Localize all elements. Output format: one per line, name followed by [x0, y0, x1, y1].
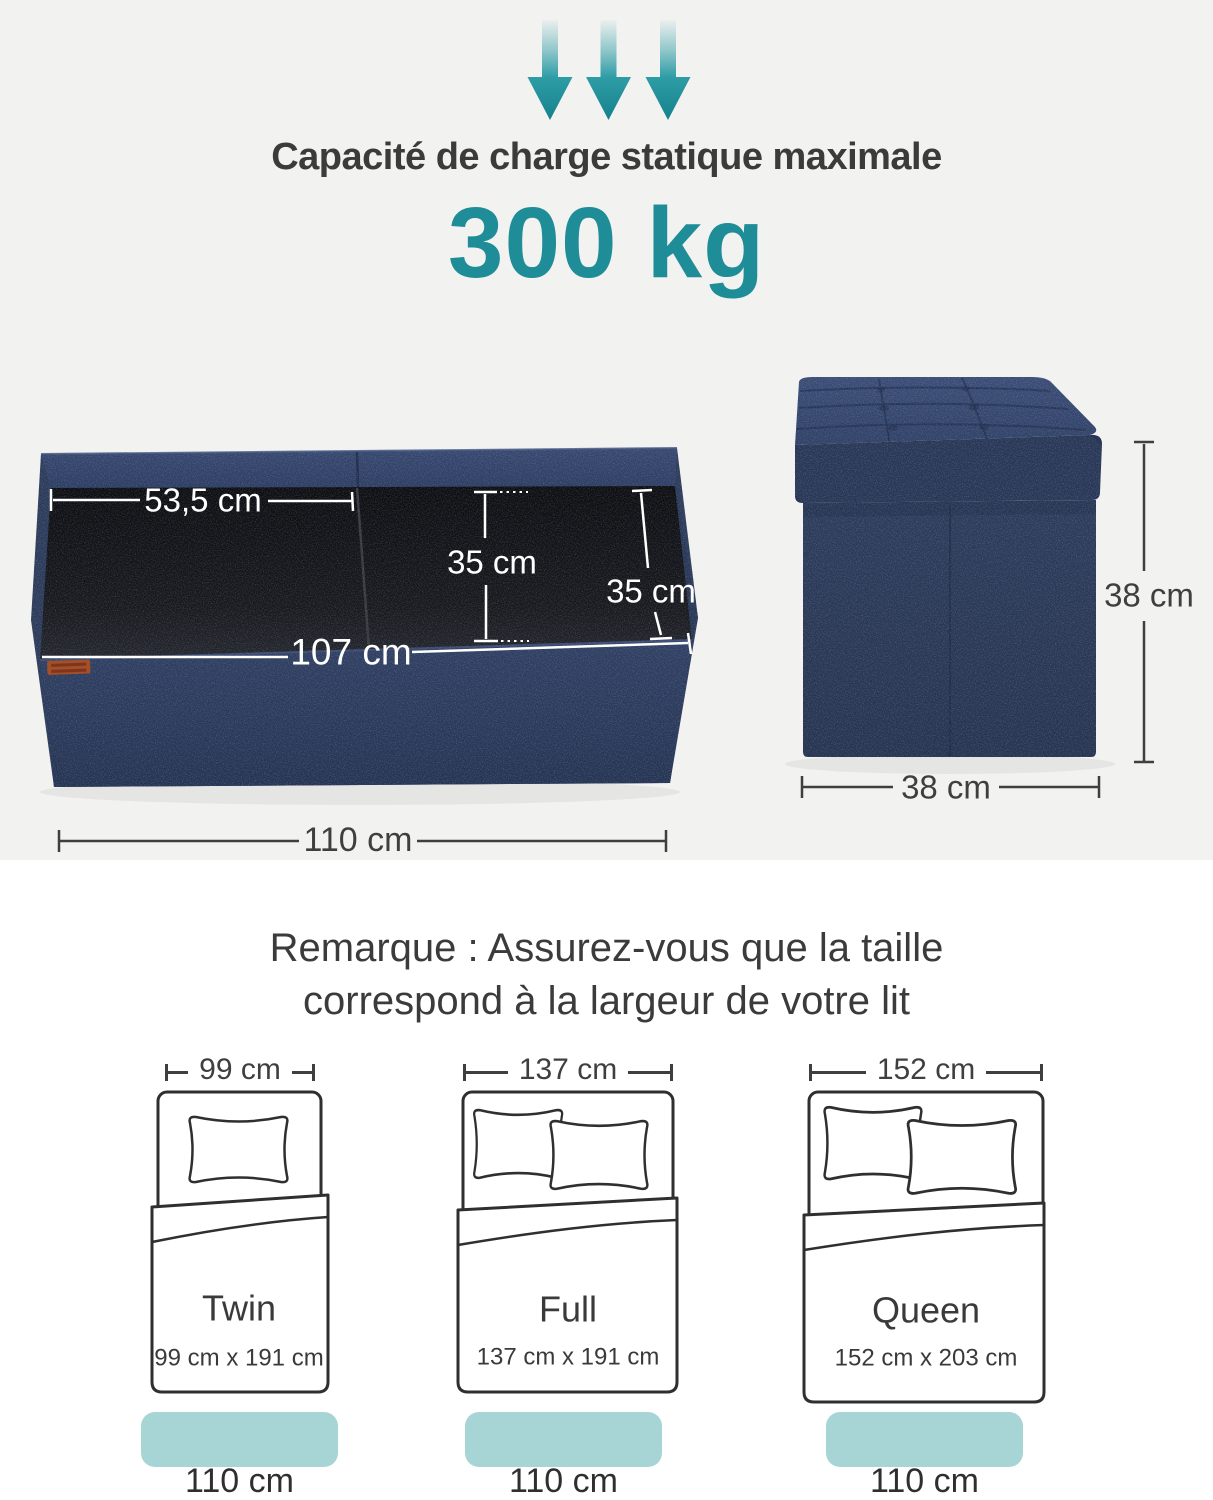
dim-tick [670, 1064, 673, 1081]
queen-bed-diagram [800, 1090, 1047, 1404]
twin-size: 99 cm x 191 cm [154, 1344, 324, 1372]
dim-segment [986, 1071, 1040, 1074]
brand-tag [47, 659, 90, 674]
dim-segment [812, 1071, 866, 1074]
ottoman-height-label: 38 cm [1104, 576, 1194, 614]
queen-width-line [809, 1053, 1043, 1086]
dim-segment [628, 1071, 670, 1074]
full-bench-label: 110 cm [509, 1462, 618, 1500]
dim-segment [292, 1071, 312, 1074]
down-arrow-icon [586, 20, 631, 120]
note-line-2: correspond à la largeur de votre lit [303, 979, 910, 1023]
pillow-icon [551, 1121, 648, 1189]
queen-bench-bar [826, 1412, 1023, 1467]
full-bed-diagram [455, 1090, 680, 1394]
down-arrow-icon [528, 20, 573, 120]
note-line-1: Remarque : Assurez-vous que la taille [269, 926, 944, 970]
full-width-label: 137 cm [518, 1053, 618, 1086]
pillow-icon [908, 1120, 1016, 1193]
open-ottoman-illustration [31, 448, 698, 859]
down-arrow-icon [646, 20, 691, 120]
capacity-title: Capacité de charge statique maximale [271, 136, 942, 178]
bed-size-note [0, 922, 1213, 1028]
dim-segment [168, 1071, 188, 1074]
twin-bench-bar [141, 1412, 338, 1467]
full-width-line [463, 1053, 673, 1086]
inner-height-label: 35 cm [606, 572, 696, 610]
full-size: 137 cm x 191 cm [476, 1343, 660, 1371]
compartment-width-label: 53,5 cm [144, 481, 262, 519]
queen-width-label: 152 cm [876, 1053, 976, 1086]
inner-length-label: 107 cm [290, 631, 412, 673]
pillow-icon [825, 1107, 922, 1179]
ottoman-depth-label: 38 cm [901, 768, 991, 806]
queen-size: 152 cm x 203 cm [834, 1344, 1018, 1372]
dim-tick [312, 1064, 315, 1081]
full-bench-bar [465, 1412, 662, 1467]
closed-ottoman-illustration [785, 377, 1194, 806]
twin-bed-diagram [149, 1090, 330, 1394]
outer-length-label: 110 cm [303, 821, 413, 859]
twin-width-label: 99 cm [199, 1053, 281, 1086]
full-name: Full [538, 1288, 598, 1330]
queen-name: Queen [871, 1289, 981, 1331]
divider-height-label: 35 cm [447, 543, 537, 581]
twin-bench-label: 110 cm [185, 1462, 294, 1500]
pillow-icon [190, 1117, 288, 1182]
pillow-icon [474, 1110, 562, 1178]
load-arrows [528, 20, 691, 120]
dim-segment [466, 1071, 508, 1074]
queen-bench-label: 110 cm [870, 1462, 979, 1500]
twin-width-line [165, 1053, 315, 1086]
dim-tick [1040, 1064, 1043, 1081]
twin-name: Twin [201, 1287, 277, 1329]
capacity-value: 300 kg [447, 187, 766, 299]
